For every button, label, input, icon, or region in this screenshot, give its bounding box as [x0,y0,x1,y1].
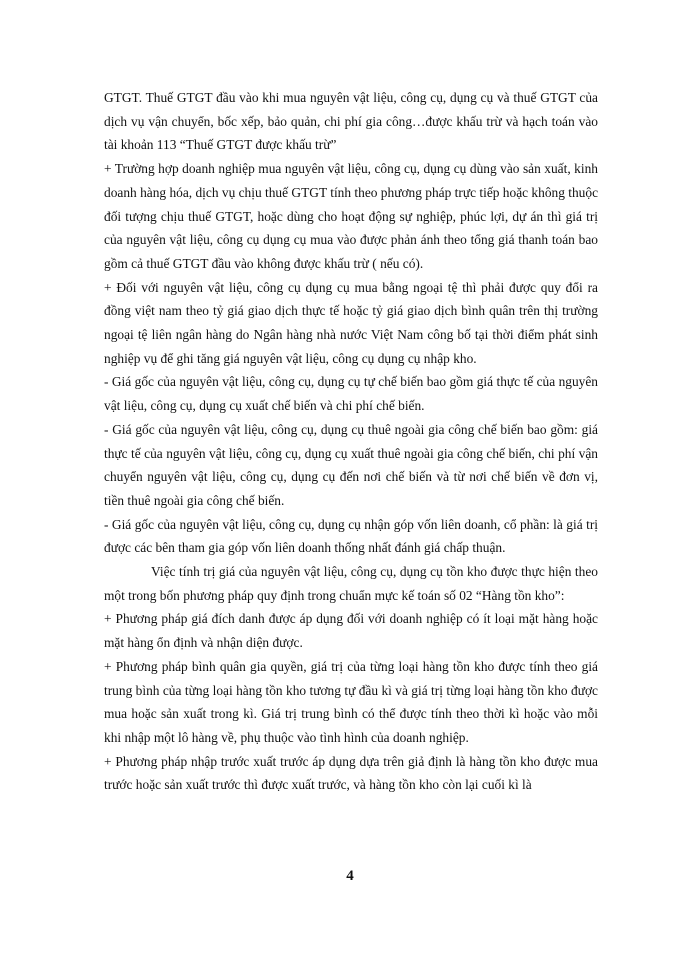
paragraph-direct-method-purchase: + Trường hợp doanh nghiệp mua nguyên vật liệu, công cụ, dụng cụ dùng vào sản xuất, kinh doanh hàng hóa, dịch vụ chịu thuế GTGT tính theo phương pháp trực tiếp hoặc không thuộc đối tượng chịu thuế GTGT, hoặc dùng cho hoạt động sự nghiệp, phúc lợi, dự án thì giá trị của nguyên vật liệu, công cụ dụng cụ mua vào được phản ánh theo tổng giá thanh toán bao gồm cả thuế GTGT đầu vào không được khấu trừ ( nếu có). [104,161,599,271]
paragraph-gtgt-deduction: GTGT. Thuế GTGT đầu vào khi mua nguyên vật liệu, công cụ, dụng cụ và thuế GTGT của dịch vụ vận chuyển, bốc xếp, bảo quản, chi phí gia công…được khấu trừ và hạch toán vào tài khoản 113 “Thuế GTGT được khấu trừ” [104,90,598,153]
paragraph-weighted-average: + Phương pháp bình quân gia quyền, giá trị của từng loại hàng tồn kho được tính theo giá trung bình của từng loại hàng tồn kho tương tự đầu kì và giá trị từng loại hàng tồn kho được mua hoặc sản xuất trong kì. Giá trị trung bình có thể được tính theo thời kì hoặc vào mỗi khi nhập một lô hàng về, phụ thuộc vào tình hình của doanh nghiệp. [104,658,598,745]
paragraph-inventory-valuation-intro: Việc tính trị giá của nguyên vật liệu, công cụ, dụng cụ tồn kho được thực hiện theo một trong bốn phương pháp quy định trong chuẩn mực kế toán số 02 “Hàng tồn kho”: [104,564,598,603]
paragraph-fifo: + Phương pháp nhập trước xuất trước áp dụng dựa trên giả định là hàng tồn kho được mua trước hoặc sản xuất trước thì được xuất trước, và hàng tồn kho còn lại cuối kì là [104,753,598,793]
paragraph-specific-identification: + Phương pháp giá đích danh được áp dụng đối với doanh nghiệp có ít loại mặt hàng hoặc mặt hàng ổn định và nhận diện được. [104,611,598,651]
paragraph-capital-contribution-cost: - Giá gốc của nguyên vật liệu, công cụ, dụng cụ nhận góp vốn liên doanh, cổ phần: là giá trị được các bên tham gia góp vốn liên doanh thống nhất đánh giá chấp thuận. [104,516,598,556]
paragraph-self-processed-cost: - Giá gốc của nguyên vật liệu, công cụ, dụng cụ tự chế biến bao gồm giá thực tế của nguyên vật liệu, công cụ, dụng cụ xuất chế biến và chi phí chế biến. [104,374,598,414]
paragraph-foreign-currency: + Đối với nguyên vật liệu, công cụ dụng cụ mua bằng ngoại tệ thì phải được quy đổi ra đồng việt nam theo tỷ giá giao dịch thực tế hoặc tỷ giá giao dịch bình quân trên thị trường ngoại tệ liên ngân hàng do Ngân hàng nhà nước Việt Nam công bố tại thời điểm phát sinh nghiệp vụ để ghi tăng giá nguyên vật liệu, công cụ dụng cụ nhập kho. [104,279,598,366]
page-number: 4 [346,868,354,884]
paragraph-outsourced-processing-cost: - Giá gốc của nguyên vật liệu, công cụ, dụng cụ thuê ngoài gia công chế biến bao gồm: giá thực tế của nguyên vật liệu, công cụ, dụng cụ xuất thuê ngoài gia công chế biến, chi phí vận chuyển nguyên vật liệu, công cụ, dụng cụ đến nơi chế biến và từ nơi chế biến về đơn vị, tiền thuê ngoài gia công chế biến. [104,421,598,508]
body-text [104,86,598,797]
